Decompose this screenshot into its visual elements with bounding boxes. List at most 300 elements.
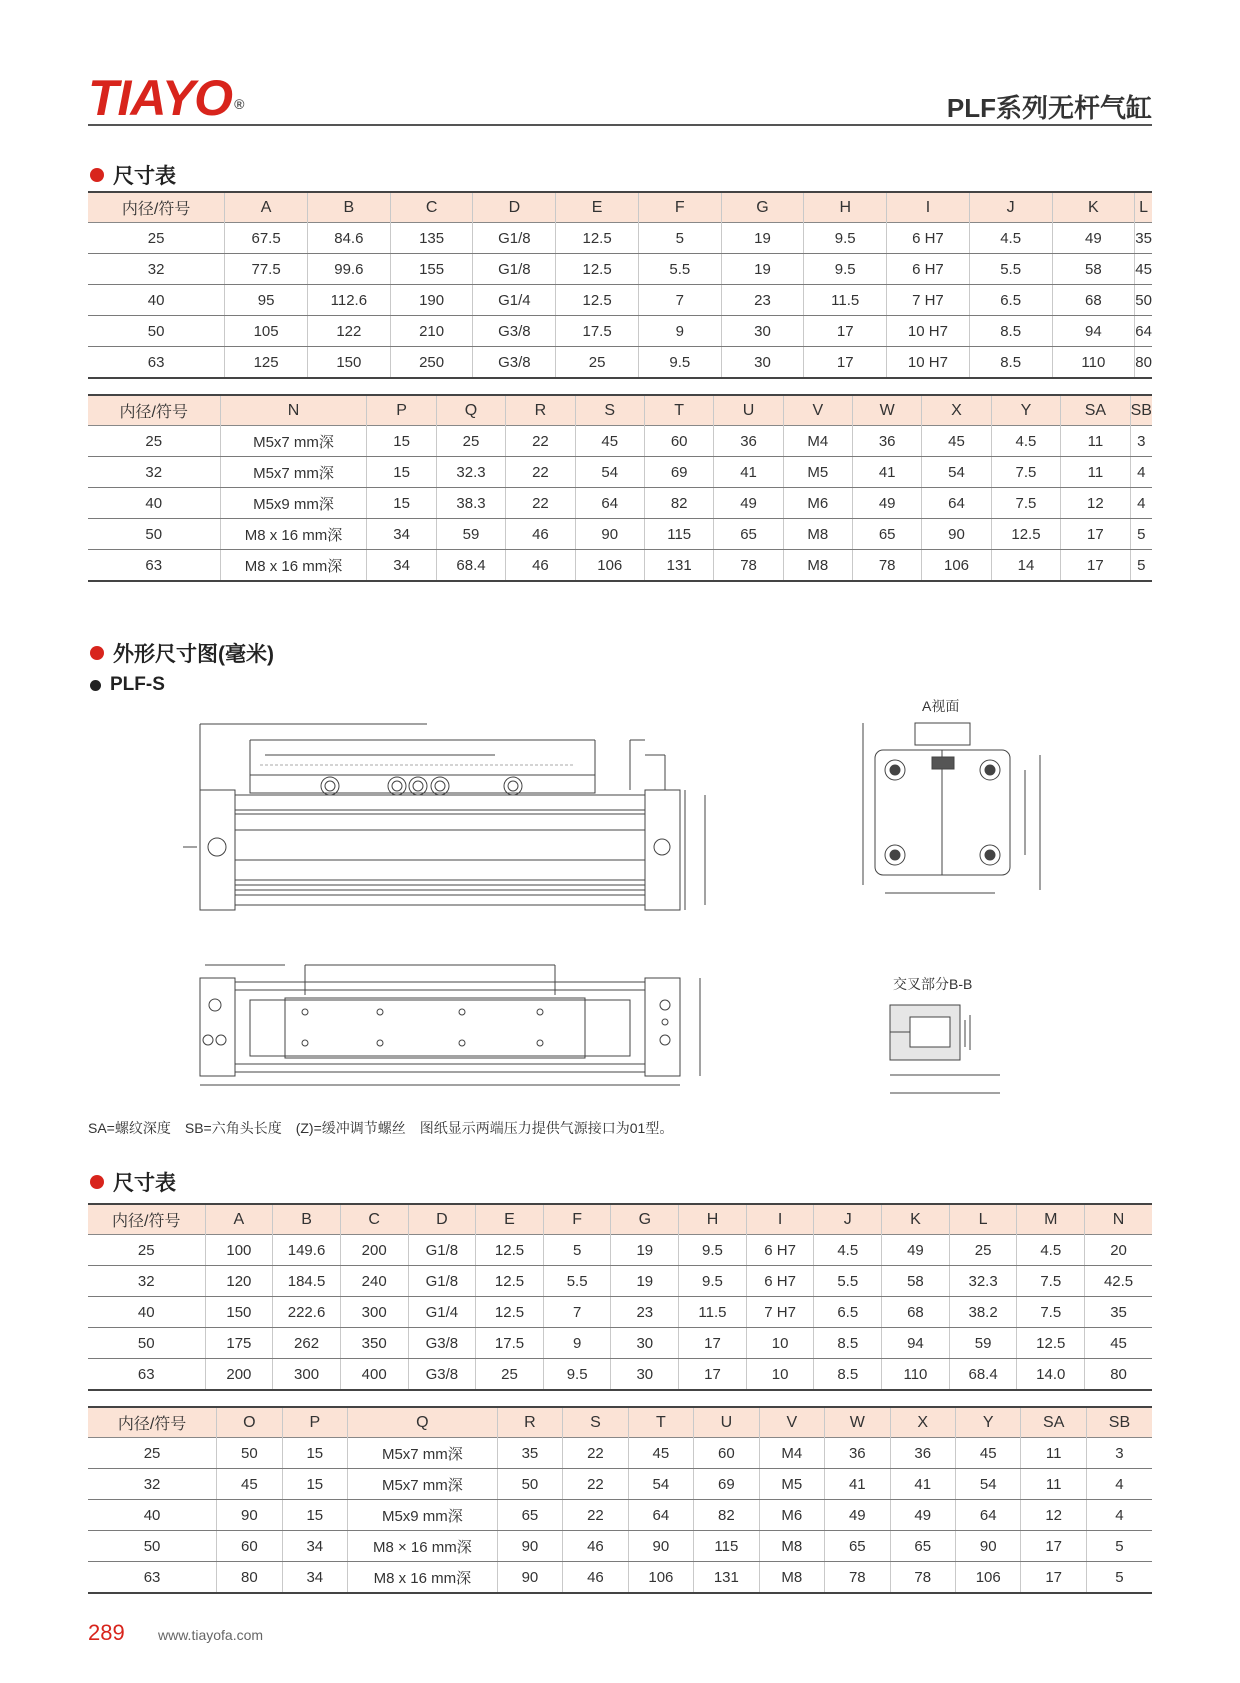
- table-cell: 94: [882, 1328, 950, 1359]
- table-cell: 17: [1061, 519, 1130, 550]
- table-cell: 17: [1061, 550, 1130, 582]
- table-cell: 49: [825, 1500, 890, 1531]
- website-url: www.tiayofa.com: [158, 1627, 264, 1643]
- table-cell: 300: [273, 1359, 341, 1391]
- column-header: H: [804, 192, 887, 223]
- table-cell: 46: [506, 550, 575, 582]
- table-cell: 17.5: [556, 316, 639, 347]
- table-cell: 125: [225, 347, 308, 379]
- table-cell: 45: [955, 1438, 1020, 1469]
- column-header: F: [638, 192, 721, 223]
- table-cell: M5x7 mm深: [348, 1469, 498, 1500]
- column-header: D: [408, 1204, 476, 1235]
- table-cell: 262: [273, 1328, 341, 1359]
- table-cell: 12: [1021, 1500, 1086, 1531]
- column-header: 内径/符号: [88, 395, 220, 426]
- column-header: Q: [436, 395, 506, 426]
- column-header: R: [497, 1407, 562, 1438]
- table-cell: 175: [205, 1328, 273, 1359]
- table-cell: 7.5: [991, 457, 1061, 488]
- table-cell: 49: [714, 488, 783, 519]
- table-cell: 7.5: [1017, 1297, 1085, 1328]
- table-cell: 300: [340, 1297, 408, 1328]
- table-cell: 3: [1130, 426, 1152, 457]
- column-header: S: [575, 395, 644, 426]
- column-header: Q: [348, 1407, 498, 1438]
- table-cell: G3/8: [408, 1328, 476, 1359]
- bullet-icon: [90, 680, 101, 691]
- table-cell: 65: [497, 1500, 562, 1531]
- table-cell: 14: [991, 550, 1061, 582]
- table-row: [88, 519, 1152, 550]
- table-cell: 90: [217, 1500, 282, 1531]
- column-header: A: [205, 1204, 273, 1235]
- table-cell: 90: [497, 1562, 562, 1594]
- table-row: [88, 1328, 1152, 1359]
- table-cell: 65: [890, 1531, 955, 1562]
- table-cell: 49: [882, 1235, 950, 1266]
- table-cell: 4: [1086, 1500, 1152, 1531]
- column-header: Y: [955, 1407, 1020, 1438]
- table-cell: M8 x 16 mm深: [348, 1562, 498, 1594]
- table-cell: 59: [436, 519, 506, 550]
- table-cell: 3: [1086, 1438, 1152, 1469]
- column-header: U: [714, 395, 783, 426]
- table-cell: 6 H7: [746, 1266, 814, 1297]
- table-cell: 36: [890, 1438, 955, 1469]
- table-cell: 25: [436, 426, 506, 457]
- table-cell: G3/8: [473, 347, 556, 379]
- table-cell: 45: [628, 1438, 693, 1469]
- table-row: [88, 426, 1152, 457]
- column-header: P: [367, 395, 436, 426]
- table-cell: 122: [307, 316, 390, 347]
- top-view-drawing: [175, 950, 715, 1100]
- table-cell: 17: [804, 347, 887, 379]
- table-cell: 64: [955, 1500, 1020, 1531]
- table-cell: 200: [205, 1359, 273, 1391]
- table-cell: 36: [714, 426, 783, 457]
- table-cell: 54: [922, 457, 991, 488]
- table-cell: 25: [88, 426, 220, 457]
- table-cell: 45: [217, 1469, 282, 1500]
- table-cell: 6 H7: [887, 223, 970, 254]
- front-view-drawing: [175, 710, 715, 915]
- view-a-drawing: [855, 715, 1055, 915]
- table-cell: 11: [1061, 457, 1130, 488]
- table-cell: M4: [783, 426, 852, 457]
- table-cell: M4: [759, 1438, 824, 1469]
- table-cell: M5x7 mm深: [220, 426, 367, 457]
- table-cell: 17: [679, 1359, 747, 1391]
- table-cell: 9.5: [679, 1266, 747, 1297]
- dimension-table-3: [88, 1203, 1152, 1391]
- table-cell: 222.6: [273, 1297, 341, 1328]
- table-cell: 19: [611, 1266, 679, 1297]
- view-a-label: A视面: [922, 698, 960, 714]
- table-cell: 30: [611, 1328, 679, 1359]
- table-cell: 150: [205, 1297, 273, 1328]
- table-cell: 50: [1135, 285, 1152, 316]
- table-cell: 22: [506, 457, 575, 488]
- table-cell: 184.5: [273, 1266, 341, 1297]
- table-cell: 54: [575, 457, 644, 488]
- table-cell: 9: [638, 316, 721, 347]
- table-cell: 41: [825, 1469, 890, 1500]
- table-cell: 40: [88, 1500, 217, 1531]
- table-cell: 41: [714, 457, 783, 488]
- table-cell: 82: [644, 488, 713, 519]
- table-cell: 90: [955, 1531, 1020, 1562]
- column-header: 内径/符号: [88, 1204, 205, 1235]
- table-cell: 23: [611, 1297, 679, 1328]
- table-cell: G1/8: [408, 1235, 476, 1266]
- table-cell: 5: [543, 1235, 611, 1266]
- table-cell: 35: [497, 1438, 562, 1469]
- table-cell: 64: [1135, 316, 1152, 347]
- table-cell: 32.3: [436, 457, 506, 488]
- table-cell: 4.5: [814, 1235, 882, 1266]
- table-cell: 5.5: [814, 1266, 882, 1297]
- table-cell: 25: [949, 1235, 1017, 1266]
- table-cell: 60: [217, 1531, 282, 1562]
- table-cell: 25: [88, 223, 225, 254]
- table-cell: 8.5: [814, 1359, 882, 1391]
- table-cell: 15: [282, 1469, 347, 1500]
- table-cell: 19: [721, 223, 804, 254]
- table-cell: 17: [1021, 1562, 1086, 1594]
- table-cell: 94: [1052, 316, 1135, 347]
- table-cell: 60: [694, 1438, 759, 1469]
- table-cell: M8: [759, 1562, 824, 1594]
- table-cell: 4: [1086, 1469, 1152, 1500]
- table-cell: 49: [1052, 223, 1135, 254]
- table-row: [88, 347, 1152, 379]
- table-cell: 38.3: [436, 488, 506, 519]
- column-header: D: [473, 192, 556, 223]
- column-header: SB: [1086, 1407, 1152, 1438]
- table-cell: M8: [783, 519, 852, 550]
- table-cell: 149.6: [273, 1235, 341, 1266]
- table-cell: 11.5: [679, 1297, 747, 1328]
- table-cell: 11: [1021, 1438, 1086, 1469]
- table-cell: 5: [1130, 519, 1152, 550]
- table-cell: 131: [694, 1562, 759, 1594]
- table-cell: 17: [1021, 1531, 1086, 1562]
- column-header: SB: [1130, 395, 1152, 426]
- table-row: [88, 1562, 1152, 1594]
- table-cell: 59: [949, 1328, 1017, 1359]
- column-header: G: [721, 192, 804, 223]
- column-header: U: [694, 1407, 759, 1438]
- table-cell: 106: [628, 1562, 693, 1594]
- table-cell: 110: [1052, 347, 1135, 379]
- table-cell: 4.5: [1017, 1235, 1085, 1266]
- table-cell: 17.5: [476, 1328, 544, 1359]
- table-cell: 15: [367, 488, 436, 519]
- table-cell: 63: [88, 347, 225, 379]
- table-cell: 67.5: [225, 223, 308, 254]
- dimension-table-2: [88, 394, 1152, 582]
- table-cell: 25: [88, 1438, 217, 1469]
- column-header: R: [506, 395, 575, 426]
- table-cell: 9.5: [804, 254, 887, 285]
- table-cell: 17: [804, 316, 887, 347]
- table-row: [88, 223, 1152, 254]
- table-cell: 35: [1085, 1297, 1152, 1328]
- table-cell: 90: [575, 519, 644, 550]
- table-cell: 32: [88, 254, 225, 285]
- table-cell: 41: [890, 1469, 955, 1500]
- table-cell: 50: [217, 1438, 282, 1469]
- table-cell: 78: [890, 1562, 955, 1594]
- table-cell: 4.5: [991, 426, 1061, 457]
- column-header: 内径/符号: [88, 192, 225, 223]
- table-cell: 46: [563, 1531, 628, 1562]
- bullet-icon: [90, 168, 104, 182]
- table-cell: 84.6: [307, 223, 390, 254]
- table-cell: 34: [282, 1531, 347, 1562]
- table-cell: 11: [1061, 426, 1130, 457]
- table-cell: 106: [575, 550, 644, 582]
- table-row: [88, 254, 1152, 285]
- table-cell: 50: [88, 1328, 205, 1359]
- column-header: G: [611, 1204, 679, 1235]
- table-cell: 8.5: [969, 316, 1052, 347]
- table-cell: M5x7 mm深: [348, 1438, 498, 1469]
- table-cell: 4.5: [969, 223, 1052, 254]
- table-cell: 19: [611, 1235, 679, 1266]
- table-cell: 82: [694, 1500, 759, 1531]
- table-cell: 25: [476, 1359, 544, 1391]
- table-cell: 45: [1135, 254, 1152, 285]
- table-row: [88, 1359, 1152, 1391]
- table-cell: G1/8: [473, 223, 556, 254]
- table-cell: 7.5: [991, 488, 1061, 519]
- table-cell: 4: [1130, 457, 1152, 488]
- dimension-table-4: [88, 1406, 1152, 1594]
- table-cell: M8: [759, 1531, 824, 1562]
- column-header: T: [644, 395, 713, 426]
- table-cell: 49: [853, 488, 922, 519]
- table-cell: 7.5: [1017, 1266, 1085, 1297]
- table-cell: M8: [783, 550, 852, 582]
- table-cell: 400: [340, 1359, 408, 1391]
- table-cell: M5: [783, 457, 852, 488]
- table-cell: 63: [88, 550, 220, 582]
- table-cell: 63: [88, 1562, 217, 1594]
- table-cell: 54: [955, 1469, 1020, 1500]
- table-cell: 120: [205, 1266, 273, 1297]
- brand-logo: TIAYO ®: [88, 70, 244, 126]
- table-cell: 4: [1130, 488, 1152, 519]
- table-cell: 32: [88, 1469, 217, 1500]
- table-cell: 36: [853, 426, 922, 457]
- table-cell: 54: [628, 1469, 693, 1500]
- bullet-icon: [90, 646, 104, 660]
- section-bb-drawing: [880, 995, 1010, 1105]
- table-cell: 14.0: [1017, 1359, 1085, 1391]
- table-cell: 9.5: [638, 347, 721, 379]
- column-header: J: [969, 192, 1052, 223]
- table-cell: 22: [506, 426, 575, 457]
- table-cell: 15: [367, 426, 436, 457]
- table-cell: 68: [1052, 285, 1135, 316]
- table-cell: 40: [88, 285, 225, 316]
- column-header: M: [1017, 1204, 1085, 1235]
- column-header: P: [282, 1407, 347, 1438]
- table-cell: G1/4: [473, 285, 556, 316]
- table-cell: 36: [825, 1438, 890, 1469]
- table-cell: 60: [644, 426, 713, 457]
- column-header: B: [307, 192, 390, 223]
- column-header: 内径/符号: [88, 1407, 217, 1438]
- column-header: W: [825, 1407, 890, 1438]
- table-cell: 10: [746, 1328, 814, 1359]
- table-cell: 12.5: [556, 254, 639, 285]
- table-cell: 77.5: [225, 254, 308, 285]
- table-cell: 6.5: [814, 1297, 882, 1328]
- column-header: N: [1085, 1204, 1152, 1235]
- table-cell: M5x9 mm深: [348, 1500, 498, 1531]
- table-cell: 45: [575, 426, 644, 457]
- table-cell: 80: [217, 1562, 282, 1594]
- column-header: I: [887, 192, 970, 223]
- table-cell: 100: [205, 1235, 273, 1266]
- table-row: [88, 1438, 1152, 1469]
- column-header: V: [783, 395, 852, 426]
- table-cell: 10: [746, 1359, 814, 1391]
- table-cell: 64: [628, 1500, 693, 1531]
- table-cell: 350: [340, 1328, 408, 1359]
- table-cell: 9.5: [679, 1235, 747, 1266]
- column-header: B: [273, 1204, 341, 1235]
- table-cell: 7 H7: [746, 1297, 814, 1328]
- model-label: PLF-S: [90, 674, 165, 696]
- column-header: I: [746, 1204, 814, 1235]
- table-cell: 80: [1135, 347, 1152, 379]
- table-cell: 69: [694, 1469, 759, 1500]
- table-cell: 210: [390, 316, 473, 347]
- table-cell: 12.5: [476, 1297, 544, 1328]
- table-cell: M8 × 16 mm深: [348, 1531, 498, 1562]
- table-row: [88, 550, 1152, 582]
- table-cell: 5.5: [638, 254, 721, 285]
- table-cell: 32: [88, 457, 220, 488]
- table-cell: 5: [638, 223, 721, 254]
- table-cell: M6: [759, 1500, 824, 1531]
- table-cell: 90: [922, 519, 991, 550]
- table-row: [88, 1531, 1152, 1562]
- table-cell: 115: [644, 519, 713, 550]
- dimension-table-1: [88, 191, 1152, 379]
- column-header: SA: [1061, 395, 1130, 426]
- column-header: X: [890, 1407, 955, 1438]
- table-cell: 65: [853, 519, 922, 550]
- drawing-note: SA=螺纹深度 SB=六角头长度 (Z)=缓冲调节螺丝 图纸显示两端压力提供气源接口为01型。: [88, 1120, 674, 1136]
- table-cell: 22: [563, 1469, 628, 1500]
- table-cell: 7: [638, 285, 721, 316]
- column-header: S: [563, 1407, 628, 1438]
- table-cell: 112.6: [307, 285, 390, 316]
- table-cell: 58: [882, 1266, 950, 1297]
- table-cell: M5x7 mm深: [220, 457, 367, 488]
- table-cell: 12.5: [556, 285, 639, 316]
- table-cell: 5: [1130, 550, 1152, 582]
- table-cell: 19: [721, 254, 804, 285]
- table-cell: 5: [1086, 1562, 1152, 1594]
- table-cell: 5: [1086, 1531, 1152, 1562]
- table-cell: 25: [88, 1235, 205, 1266]
- table-cell: 50: [88, 1531, 217, 1562]
- table-cell: 12.5: [556, 223, 639, 254]
- table-cell: 90: [628, 1531, 693, 1562]
- table-cell: 106: [922, 550, 991, 582]
- table-cell: 25: [556, 347, 639, 379]
- table-cell: 11.5: [804, 285, 887, 316]
- table-cell: 5.5: [543, 1266, 611, 1297]
- table-cell: 32: [88, 1266, 205, 1297]
- table-cell: 68: [882, 1297, 950, 1328]
- table-cell: G3/8: [473, 316, 556, 347]
- table-cell: 50: [497, 1469, 562, 1500]
- section-title-outline: 外形尺寸图(毫米): [90, 638, 274, 668]
- table-cell: 22: [563, 1500, 628, 1531]
- column-header: Y: [991, 395, 1061, 426]
- table-cell: 32.3: [949, 1266, 1017, 1297]
- table-cell: 12.5: [991, 519, 1061, 550]
- table-cell: 6 H7: [746, 1235, 814, 1266]
- column-header: C: [390, 192, 473, 223]
- table-cell: 11: [1021, 1469, 1086, 1500]
- column-header: E: [476, 1204, 544, 1235]
- table-cell: 115: [694, 1531, 759, 1562]
- table-cell: 12.5: [1017, 1328, 1085, 1359]
- table-cell: 5.5: [969, 254, 1052, 285]
- table-cell: M6: [783, 488, 852, 519]
- column-header: L: [1135, 192, 1152, 223]
- table-cell: G1/4: [408, 1297, 476, 1328]
- section-title-dim-table-2: 尺寸表: [90, 1167, 176, 1197]
- table-cell: 22: [563, 1438, 628, 1469]
- table-cell: 131: [644, 550, 713, 582]
- column-header: J: [814, 1204, 882, 1235]
- table-cell: M5x9 mm深: [220, 488, 367, 519]
- table-row: [88, 1297, 1152, 1328]
- table-cell: 65: [825, 1531, 890, 1562]
- table-cell: 78: [825, 1562, 890, 1594]
- column-header: K: [882, 1204, 950, 1235]
- table-cell: 41: [853, 457, 922, 488]
- table-cell: 6 H7: [887, 254, 970, 285]
- table-cell: 35: [1135, 223, 1152, 254]
- table-cell: 30: [611, 1359, 679, 1391]
- table-row: [88, 457, 1152, 488]
- table-cell: 78: [853, 550, 922, 582]
- table-cell: 45: [1085, 1328, 1152, 1359]
- table-cell: 50: [88, 519, 220, 550]
- series-title: PLF系列无杆气缸: [946, 93, 1152, 123]
- section-title-dim-table-1: 尺寸表: [90, 160, 176, 190]
- table-cell: 45: [922, 426, 991, 457]
- table-cell: 90: [497, 1531, 562, 1562]
- table-cell: 20: [1085, 1235, 1152, 1266]
- table-cell: 105: [225, 316, 308, 347]
- table-cell: 23: [721, 285, 804, 316]
- table-cell: 34: [282, 1562, 347, 1594]
- column-header: X: [922, 395, 991, 426]
- column-header: L: [949, 1204, 1017, 1235]
